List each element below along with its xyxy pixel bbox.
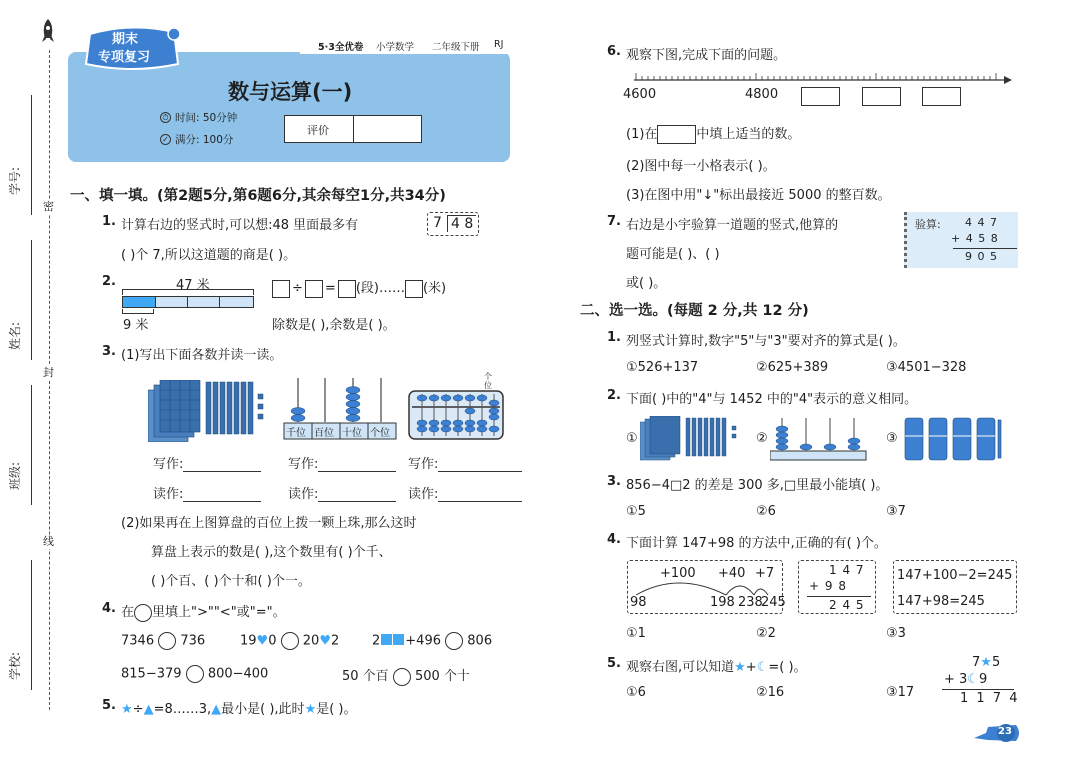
q3-read-1: 读作: [153, 483, 261, 502]
q5-number: 5. [102, 698, 116, 713]
s2-q4-text: 下面计算 147+98 的方法中,正确的有( )个。 [626, 536, 887, 551]
q7-text3: 或( )。 [626, 276, 667, 291]
name-field[interactable]: 姓名: [4, 240, 32, 360]
s2-q5-option-2[interactable]: ②16 [756, 685, 785, 700]
clock-icon: ⏱ [160, 112, 171, 123]
header-grade: 二年级下册 [432, 42, 480, 53]
s2-q3-option-2[interactable]: ②6 [756, 504, 776, 519]
base-ten-blocks-figure [148, 380, 268, 446]
heart-icon: ♥ [256, 633, 269, 649]
q3-part1-text: (1)写出下面各数并读一读。 [121, 348, 283, 363]
q6-box-sample [657, 125, 696, 144]
q7-notepad [904, 212, 1018, 268]
q4-number: 4. [102, 601, 116, 616]
s2-q3-option-1[interactable]: ①5 [626, 504, 646, 519]
seal-char-feng: 封 [43, 366, 54, 379]
q2-box-1[interactable] [272, 280, 290, 298]
q3-part2-line1: (2)如果再在上图算盘的百位上拨一颗上珠,那么这时 [121, 516, 417, 531]
tick-label-4800: 4800 [745, 87, 779, 102]
square-icon [393, 634, 404, 645]
method3-line2: 147+98=245 [897, 594, 985, 609]
page-number-badge [970, 722, 1022, 744]
q4-answer-circle[interactable] [445, 632, 463, 650]
q6-sub2: (2)图中每一小格表示( )。 [626, 159, 776, 174]
star-icon: ★ [980, 655, 992, 670]
place-value-abacus-figure [283, 378, 398, 446]
header-series: 5·3全优卷 [318, 42, 364, 53]
q6-sub1: (1)在 中填上适当的数。 [626, 127, 801, 142]
full-score: 满分: 100分 [175, 134, 234, 146]
s2-q4-method-3 [893, 560, 1017, 614]
s2-q1-option-1[interactable]: ①526+137 [626, 360, 699, 375]
time-limit: 时间: 50分钟 [175, 112, 238, 124]
s2-q2-sticks-figure [903, 416, 1003, 466]
method1-step-7: +7 [755, 566, 775, 581]
q7-row2: + 4 5 8 [951, 232, 999, 245]
q7-text1: 右边是小宇验算一道题的竖式,他算的 [626, 218, 839, 233]
q2-number: 2. [102, 274, 116, 289]
header-subject: 小学数学 [376, 42, 415, 53]
triangle-icon: ▲ [143, 702, 154, 717]
student-id-field[interactable]: 学号: [4, 95, 32, 215]
s2-q5-number: 5. [607, 656, 621, 671]
method2-row3: 2 4 5 [829, 598, 865, 612]
s2-q2-number: 2. [607, 388, 621, 403]
s2-q1-option-3[interactable]: ③4501−328 [886, 360, 967, 375]
q2-box-2[interactable] [305, 280, 323, 298]
s2-q1-option-2[interactable]: ②625+389 [756, 360, 829, 375]
q2-box-4[interactable] [405, 280, 423, 298]
s2-q3-option-3[interactable]: ③7 [886, 504, 906, 519]
method2-row1: 1 4 7 [829, 563, 865, 577]
q3-read-3: 读作: [408, 483, 522, 502]
abacus-label-ge: 个位 [370, 428, 390, 439]
q2-box-3[interactable] [338, 280, 356, 298]
q5fig-row2: + 3☾9 [944, 672, 988, 687]
q3-write-3: 写作: [408, 453, 522, 472]
s2-q2-abacus-figure [770, 416, 870, 466]
moon-icon: ☾ [967, 672, 979, 687]
q6-sub3: (3)在图中用"↓"标出最接近 5000 的整百数。 [626, 188, 891, 203]
s2-q5-option-1[interactable]: ①6 [626, 685, 646, 700]
star-icon: ★ [121, 702, 133, 717]
check-icon: ✓ [160, 134, 171, 145]
q6-answer-box-3[interactable] [922, 87, 961, 106]
star-icon: ★ [304, 702, 317, 717]
s2-q3-number: 3. [607, 474, 621, 489]
star-icon: ★ [734, 660, 746, 675]
q4-answer-circle[interactable] [281, 632, 299, 650]
q3-read-2: 读作: [288, 483, 396, 502]
review-badge: 期末 专项复习 [82, 24, 184, 72]
q7-row3: 9 0 5 [965, 250, 998, 263]
q4-compare-2: 19♥0 20♥2 [240, 633, 340, 649]
q4-answer-circle[interactable] [158, 632, 176, 650]
page-title: 数与运算(一) [228, 80, 353, 104]
section1-heading: 一、填一填。(第2题5分,第6题6分,其余每空1分,共34分) [70, 188, 446, 204]
method1-n1: 98 [630, 595, 647, 610]
q3-write-2: 写作: [288, 453, 396, 472]
s2-q2-option-3[interactable]: ③ [886, 431, 898, 446]
q2-length-label: 47 米 [176, 278, 210, 293]
eval-box[interactable]: 评价 [284, 115, 422, 143]
method1-step-40: +40 [718, 566, 746, 581]
s2-q4-method-1 [627, 560, 786, 614]
square-icon [381, 634, 392, 645]
q7-number: 7. [607, 214, 621, 229]
q2-seg-label: 9 米 [123, 318, 149, 333]
s2-q2-option-1[interactable]: ① [626, 431, 638, 446]
s2-q2-option-2[interactable]: ② [756, 431, 768, 446]
section2-heading: 二、选一选。(每题 2 分,共 12 分) [580, 303, 809, 319]
q4-compare-5: 50 个百 500 个十 [342, 669, 470, 684]
s2-q5-text: 观察右图,可以知道★+☾=( )。 [626, 660, 807, 675]
q1-text: 计算右边的竖式时,可以想:48 里面最多有 [121, 218, 359, 233]
rocket-icon [40, 18, 56, 50]
s2-q2-blocks-figure [640, 416, 745, 466]
seal-char-mi: 密 [43, 200, 54, 213]
q3-part2-line3: ( )个百、( )个十和( )个一。 [151, 574, 311, 589]
s2-q4-number: 4. [607, 532, 621, 547]
s2-q3-text: 856−4□2 的差是 300 多,□里最小能填( )。 [626, 478, 889, 493]
s2-q4-option-2[interactable]: ②2 [756, 626, 776, 641]
q2-bar [122, 296, 254, 308]
q4-answer-circle[interactable] [186, 665, 204, 683]
q1-dividend: 4 8 [447, 215, 476, 232]
q3-write-1: 写作: [153, 453, 261, 472]
q1-text2: ( )个 7,所以这道题的商是( )。 [121, 248, 297, 263]
binding-line [49, 50, 50, 710]
q4-compare-4: 815−379 800−400 [121, 666, 269, 682]
q5fig-row3: 1 1 7 4 [960, 691, 1020, 706]
q4-compare-1: 7346 736 [121, 633, 206, 649]
tick-label-4600: 4600 [623, 87, 657, 102]
abacus-label-qian: 千位 [286, 428, 306, 439]
s2-q1-number: 1. [607, 330, 621, 345]
class-field[interactable]: 班级: [4, 385, 32, 505]
triangle-icon: ▲ [211, 702, 222, 717]
q1-number: 1. [102, 214, 116, 229]
method1-n2: 198 [710, 595, 735, 610]
q2-answer-text: 除数是( ),余数是( )。 [272, 318, 396, 333]
q7-row1: 4 4 7 [965, 216, 998, 229]
q4-circle-sample [134, 604, 152, 622]
q6-number: 6. [607, 44, 621, 59]
q1-divisor: 7 [433, 215, 442, 231]
moon-icon: ☾ [756, 660, 769, 675]
page-number: 23 [998, 726, 1012, 737]
q6-answer-box-1[interactable] [801, 87, 840, 106]
method2-row2: + 9 8 [809, 579, 847, 593]
q5fig-row1: 7★5 [972, 655, 1001, 670]
s2-q4-option-3[interactable]: ③3 [886, 626, 906, 641]
q2-expression: ÷ = (段)…… (米) [272, 277, 446, 298]
header-edition: RJ [494, 39, 504, 50]
seal-char-xian: 线 [43, 535, 54, 548]
s2-q2-text: 下面( )中的"4"与 1452 中的"4"表示的意义相同。 [626, 392, 918, 407]
abacus-ge-label: 个位 [484, 372, 492, 390]
q4-compare-3: 2 +496 806 [372, 633, 493, 649]
q6-text: 观察下图,完成下面的问题。 [626, 48, 787, 63]
q4-text: 在 里填上">""<"或"="。 [121, 605, 286, 620]
q7-text2: 题可能是( )、( ) [626, 247, 720, 262]
heart-icon: ♥ [319, 633, 331, 649]
s2-q1-text: 列竖式计算时,数字"5"与"3"要对齐的算式是( )。 [626, 334, 906, 349]
q5-text: ★÷▲=8……3,▲最小是( ),此时★是( )。 [121, 702, 357, 717]
q4-answer-circle[interactable] [393, 668, 411, 686]
method1-n3: 238 [738, 595, 763, 610]
s2-q4-option-1[interactable]: ①1 [626, 626, 646, 641]
q2-brace [122, 289, 254, 295]
method1-step-100: +100 [660, 566, 696, 581]
q3-part2-line2: 算盘上表示的数是( ),这个数里有( )个千、 [151, 545, 392, 560]
q7-check-label: 验算: [915, 218, 941, 231]
method1-n4: 245 [761, 595, 786, 610]
s2-q5-figure [938, 652, 1018, 708]
s2-q4-method-2 [798, 560, 876, 614]
q3-number: 3. [102, 344, 116, 359]
q6-answer-box-2[interactable] [862, 87, 901, 106]
school-field[interactable]: 学校: [4, 560, 32, 690]
method3-line1: 147+100−2=245 [897, 568, 1013, 583]
abacus-label-bai: 百位 [314, 428, 334, 439]
abacus-label-shi: 十位 [342, 428, 362, 439]
s2-q5-option-3[interactable]: ③17 [886, 685, 915, 700]
